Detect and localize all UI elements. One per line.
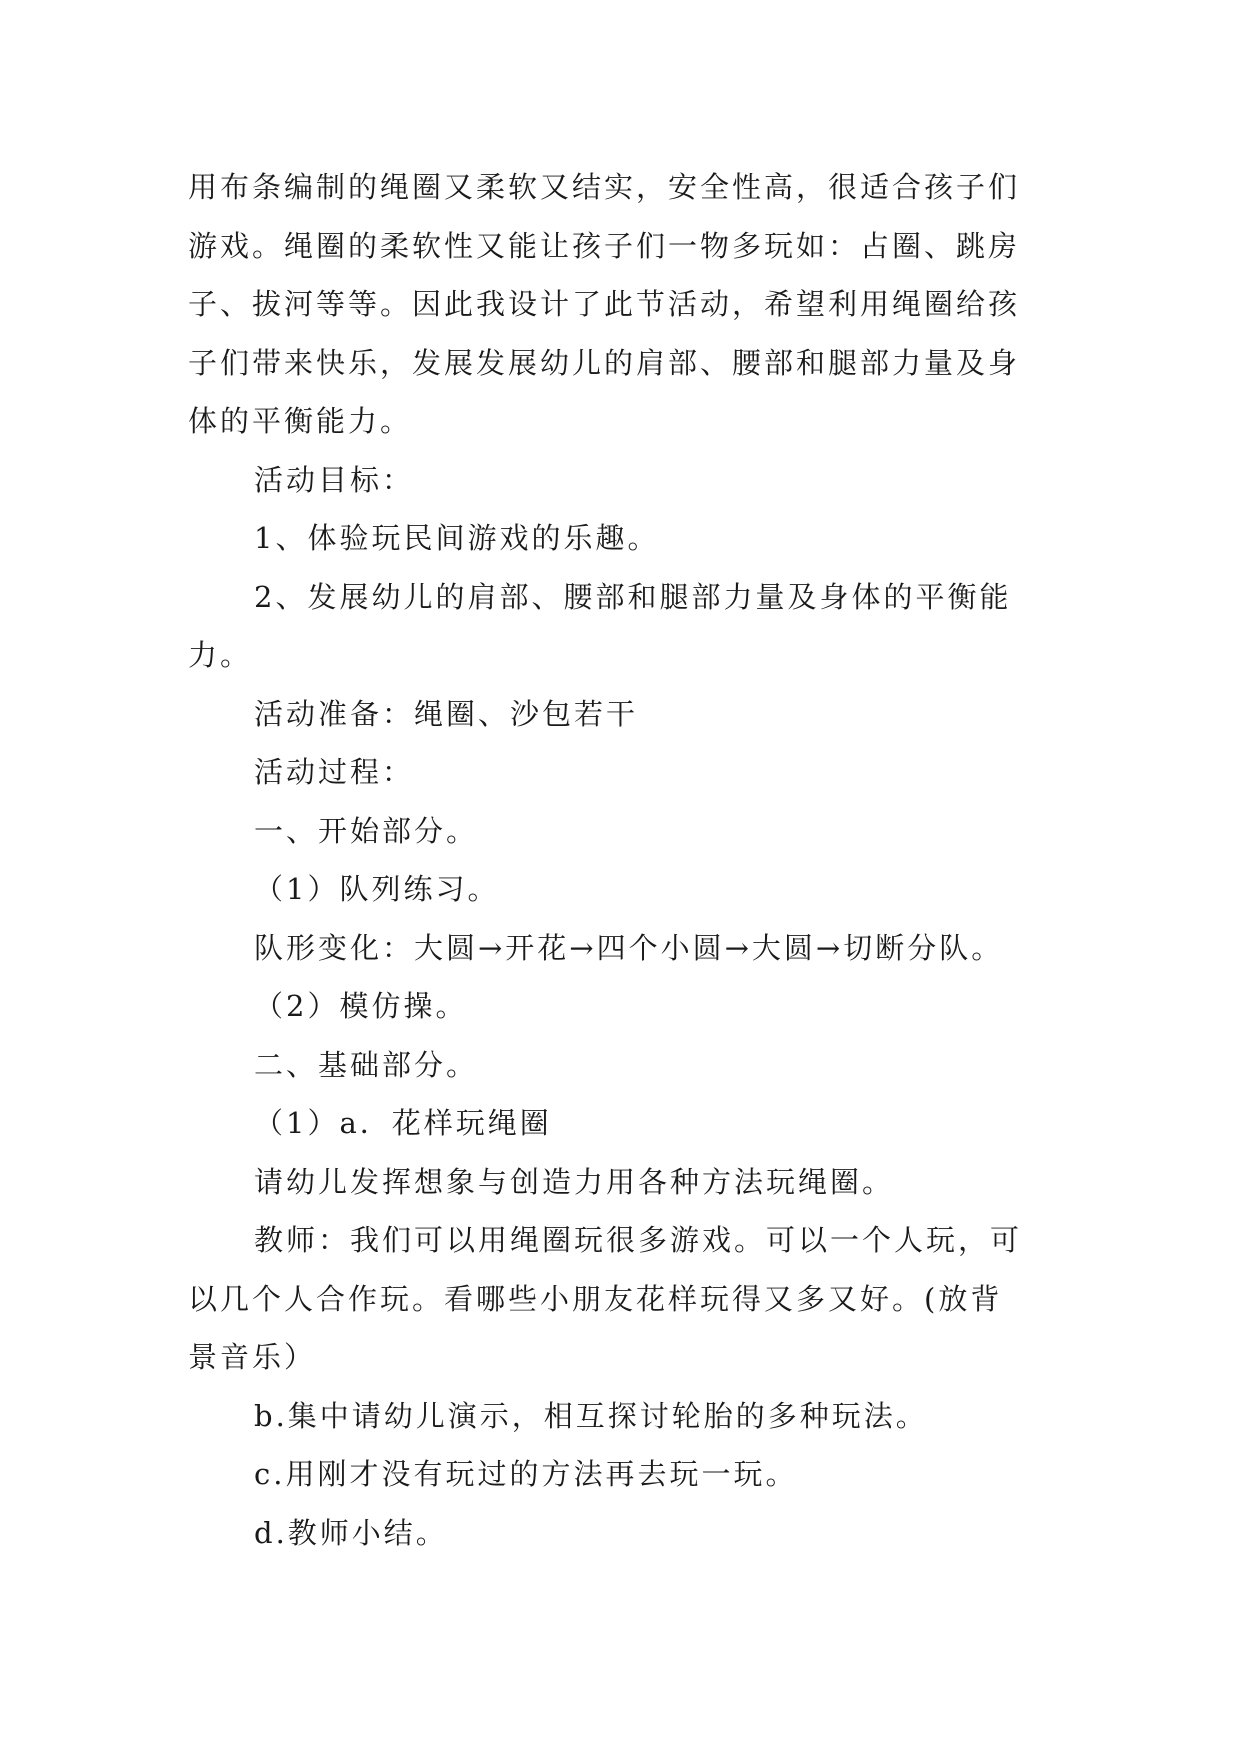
section-heading-preparation: 活动准备：绳圈、沙包若干 <box>254 696 639 731</box>
list-item: b.集中请幼儿演示，相互探讨轮胎的多种玩法。 <box>254 1398 928 1433</box>
text-line: 用布条编制的绳圈又柔软又结实，安全性高，很适合孩子们 <box>188 170 1021 204</box>
text-line: 请幼儿发挥想象与创造力用各种方法玩绳圈。 <box>254 1164 895 1199</box>
list-item: d.教师小结。 <box>254 1515 448 1550</box>
text-line: 体的平衡能力。 <box>188 404 413 438</box>
text-line: 以几个人合作玩。看哪些小朋友花样玩得又多又好。(放背 <box>188 1281 1003 1316</box>
teacher-speech-line: 教师：我们可以用绳圈玩很多游戏。可以一个人玩，可 <box>254 1223 1023 1257</box>
list-item: （1）a．花样玩绳圈 <box>254 1106 552 1140</box>
text-line: 子、拔河等等。因此我设计了此节活动，希望利用绳圈给孩 <box>188 287 1021 321</box>
section-heading-goals: 活动目标： <box>254 462 415 497</box>
subsection-heading-start: 一、开始部分。 <box>254 813 479 848</box>
section-heading-process: 活动过程： <box>254 755 415 789</box>
goal-item-1: 1、体验玩民间游戏的乐趣。 <box>254 521 660 555</box>
text-line: 子们带来快乐，发展发展幼儿的肩部、腰部和腿部力量及身 <box>188 345 1021 380</box>
list-item: （1）队列练习。 <box>254 872 500 906</box>
document-body <box>188 158 1058 1562</box>
formation-change-line: 队形变化：大圆→开花→四个小圆→大圆→切断分队。 <box>254 930 1004 965</box>
list-item: c.用刚才没有玩过的方法再去玩一玩。 <box>254 1457 798 1491</box>
text-line: 力。 <box>188 638 253 672</box>
list-item: （2）模仿操。 <box>254 989 468 1023</box>
subsection-heading-basic: 二、基础部分。 <box>254 1047 479 1082</box>
text-line: 景音乐） <box>188 1340 317 1374</box>
goal-item-2: 2、发展幼儿的肩部、腰部和腿部力量及身体的平衡能 <box>254 579 1012 614</box>
text-line: 游戏。绳圈的柔软性又能让孩子们一物多玩如：占圈、跳房 <box>188 228 1021 263</box>
